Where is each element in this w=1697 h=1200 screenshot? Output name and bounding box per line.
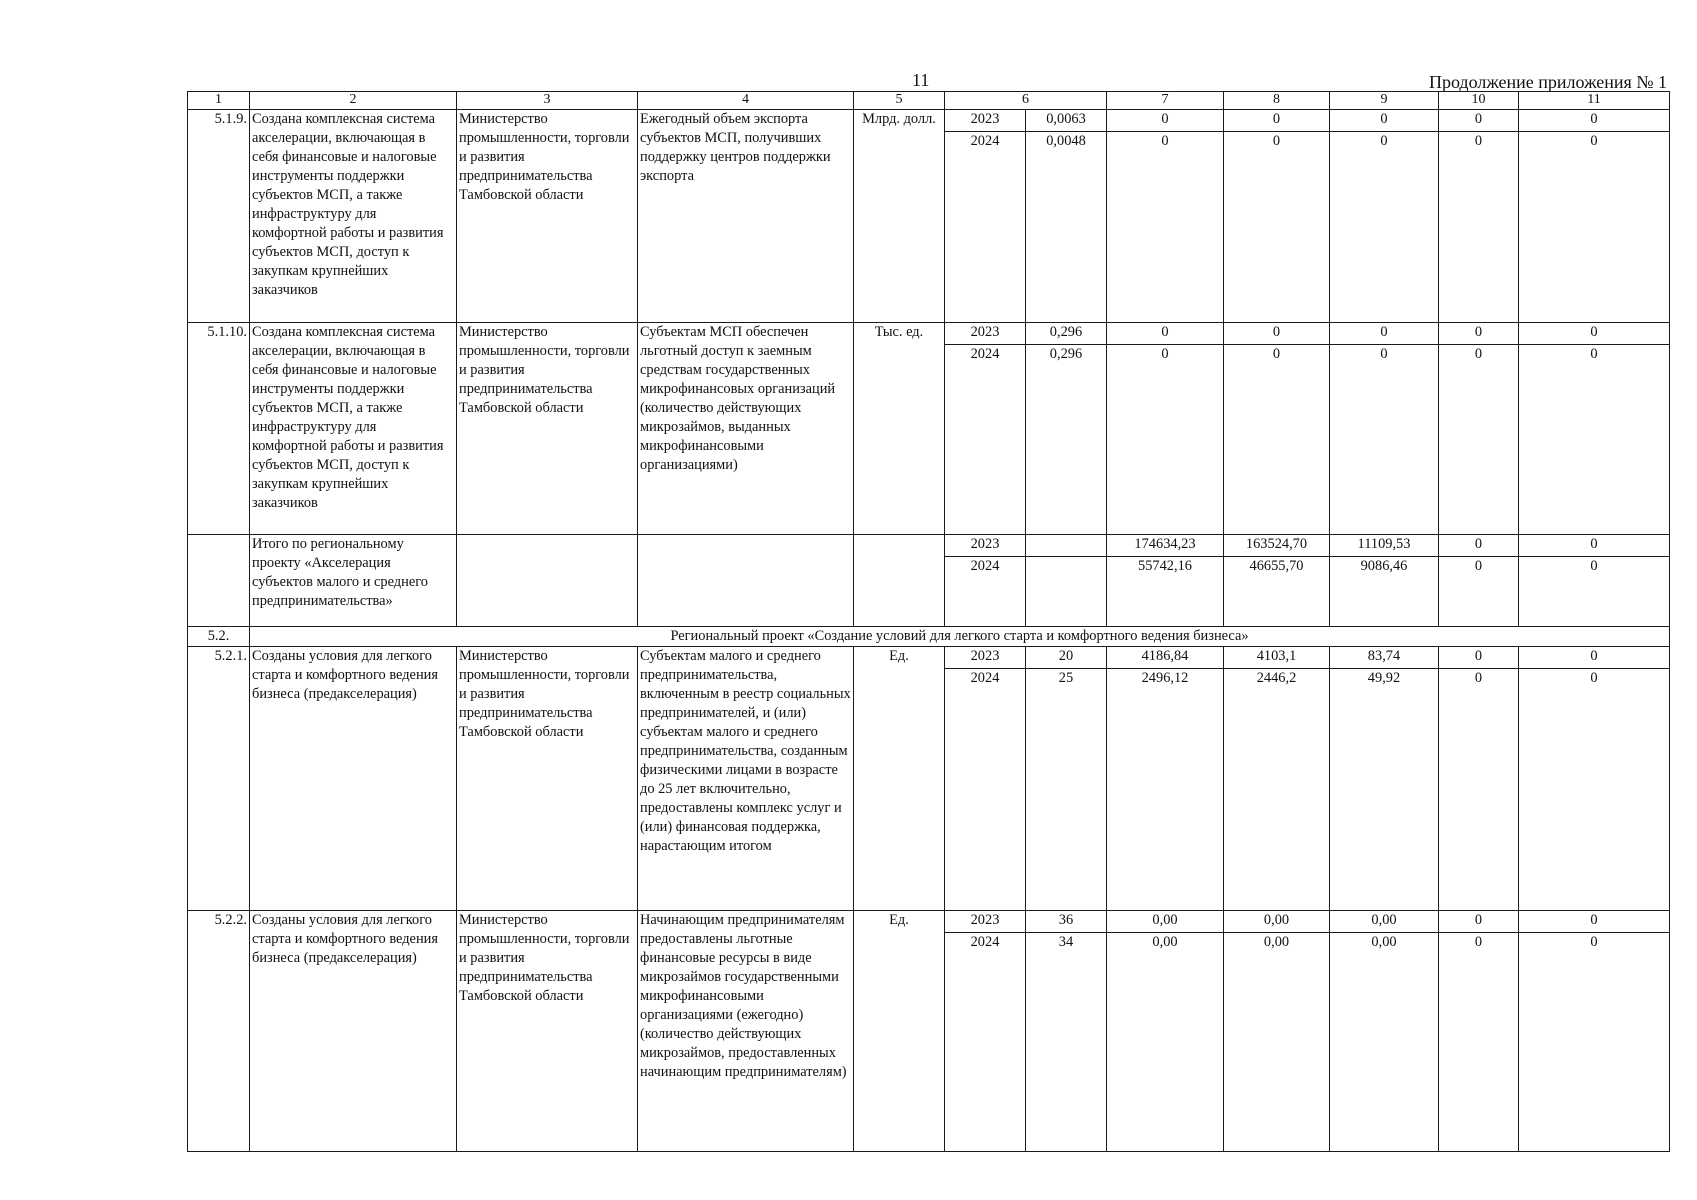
section-title: Региональный проект «Создание условий для легкого старта и комфортного ведения бизнеса» — [250, 627, 1670, 647]
cell-7: 0 — [1107, 132, 1224, 323]
cell-8: 4103,1 — [1224, 647, 1330, 669]
cell-11: 0 — [1519, 911, 1670, 933]
year-cell: 2023 — [945, 323, 1026, 345]
row-number — [188, 535, 250, 627]
total-label: Итого по региональному проекту «Акселерация субъектов малого и среднего предпринимательства» — [250, 535, 457, 627]
row-number: 5.2.2. — [188, 911, 250, 1152]
cell-8: 0 — [1224, 110, 1330, 132]
year-cell: 2023 — [945, 911, 1026, 933]
column-number: 4 — [638, 92, 854, 110]
year-cell: 2024 — [945, 933, 1026, 1152]
cell-10: 0 — [1439, 323, 1519, 345]
column-number: 6 — [945, 92, 1107, 110]
cell-8: 0 — [1224, 345, 1330, 535]
indicator-cell — [638, 535, 854, 627]
cell-10: 0 — [1439, 933, 1519, 1152]
appendix-table — [187, 91, 1670, 1152]
indicator-cell: Начинающим предпринимателям предоставлены льготные финансовые ресурсы в виде микрозаймов государственными микрофинансовыми организациями (ежегодно) (количество действующих микрозаймов, предоставленных начинающим предпринимателям) — [638, 911, 854, 1152]
unit-cell: Ед. — [854, 647, 945, 911]
cell-7: 0 — [1107, 110, 1224, 132]
table-row — [188, 911, 1670, 933]
cell-10: 0 — [1439, 669, 1519, 911]
cell-7: 4186,84 — [1107, 647, 1224, 669]
cell-10: 0 — [1439, 132, 1519, 323]
column-number: 1 — [188, 92, 250, 110]
cell-11: 0 — [1519, 669, 1670, 911]
year-cell: 2023 — [945, 647, 1026, 669]
cell-11: 0 — [1519, 647, 1670, 669]
unit-cell: Тыс. ед. — [854, 323, 945, 535]
cell-8: 2446,2 — [1224, 669, 1330, 911]
cell-7: 2496,12 — [1107, 669, 1224, 911]
column-number: 2 — [250, 92, 457, 110]
result-cell: Создана комплексная система акселерации, включающая в себя финансовые и налоговые инструменты поддержки субъектов МСП, а также инфраструктуру для комфортной работы и развития субъектов МСП, доступ к закупкам крупнейших заказчиков — [250, 323, 457, 535]
cell-8: 0,00 — [1224, 911, 1330, 933]
cell-11: 0 — [1519, 933, 1670, 1152]
cell-7: 174634,23 — [1107, 535, 1224, 557]
continuation-caption: Продолжение приложения № 1 — [1428, 72, 1667, 92]
unit-cell: Ед. — [854, 911, 945, 1152]
cell-9: 0,00 — [1330, 911, 1439, 933]
cell-9: 0 — [1330, 345, 1439, 535]
page-number: 11 — [912, 70, 930, 90]
table-row — [188, 110, 1670, 132]
cell-11: 0 — [1519, 110, 1670, 132]
responsible-cell — [457, 535, 638, 627]
cell-9: 11109,53 — [1330, 535, 1439, 557]
year-cell: 2024 — [945, 132, 1026, 323]
cell-10: 0 — [1439, 110, 1519, 132]
cell-11: 0 — [1519, 132, 1670, 323]
column-number: 10 — [1439, 92, 1519, 110]
cell-10: 0 — [1439, 911, 1519, 933]
column-number: 11 — [1519, 92, 1670, 110]
cell-8: 0 — [1224, 132, 1330, 323]
row-number: 5.2.1. — [188, 647, 250, 911]
value-cell — [1026, 535, 1107, 557]
cell-10: 0 — [1439, 647, 1519, 669]
cell-7: 0 — [1107, 345, 1224, 535]
cell-7: 0,00 — [1107, 933, 1224, 1152]
table-row — [188, 647, 1670, 669]
cell-7: 0 — [1107, 323, 1224, 345]
column-number: 8 — [1224, 92, 1330, 110]
year-cell: 2024 — [945, 345, 1026, 535]
cell-9: 0 — [1330, 132, 1439, 323]
indicator-cell: Субъектам МСП обеспечен льготный доступ к заемным средствам государственных микрофинансовых организаций (количество действующих микрозаймов, выданных микрофинансовыми организациями) — [638, 323, 854, 535]
value-cell: 0,0063 — [1026, 110, 1107, 132]
value-cell: 34 — [1026, 933, 1107, 1152]
value-cell: 25 — [1026, 669, 1107, 911]
cell-9: 0 — [1330, 110, 1439, 132]
column-number: 3 — [457, 92, 638, 110]
responsible-cell: Министерство промышленности, торговли и развития предпринимательства Тамбовской области — [457, 911, 638, 1152]
indicator-cell: Субъектам малого и среднего предпринимательства, включенным в реестр социальных предпринимателей, и (или) субъектам малого и среднего предпринимательства, созданным физическими лицами в возрасте до 25 лет включительно, предоставлены комплекс услуг и (или) финансовая поддержка, нарастающим итогом — [638, 647, 854, 911]
cell-7: 0,00 — [1107, 911, 1224, 933]
total-row — [188, 535, 1670, 557]
cell-9: 83,74 — [1330, 647, 1439, 669]
year-cell: 2023 — [945, 535, 1026, 557]
indicator-cell: Ежегодный объем экспорта субъектов МСП, получивших поддержку центров поддержки экспорта — [638, 110, 854, 323]
cell-8: 163524,70 — [1224, 535, 1330, 557]
cell-9: 0,00 — [1330, 933, 1439, 1152]
cell-11: 0 — [1519, 323, 1670, 345]
value-cell: 0,0048 — [1026, 132, 1107, 323]
responsible-cell: Министерство промышленности, торговли и развития предпринимательства Тамбовской области — [457, 110, 638, 323]
cell-9: 49,92 — [1330, 669, 1439, 911]
column-number: 5 — [854, 92, 945, 110]
section-row — [188, 627, 1670, 647]
cell-11: 0 — [1519, 557, 1670, 627]
unit-cell — [854, 535, 945, 627]
year-cell: 2024 — [945, 669, 1026, 911]
cell-11: 0 — [1519, 535, 1670, 557]
cell-10: 0 — [1439, 345, 1519, 535]
result-cell: Создана комплексная система акселерации, включающая в себя финансовые и налоговые инструменты поддержки субъектов МСП, а также инфраструктуру для комфортной работы и развития субъектов МСП, доступ к закупкам крупнейших заказчиков — [250, 110, 457, 323]
row-number: 5.1.9. — [188, 110, 250, 323]
cell-7: 55742,16 — [1107, 557, 1224, 627]
cell-11: 0 — [1519, 345, 1670, 535]
table-row — [188, 323, 1670, 345]
responsible-cell: Министерство промышленности, торговли и развития предпринимательства Тамбовской области — [457, 647, 638, 911]
cell-8: 0,00 — [1224, 933, 1330, 1152]
value-cell — [1026, 557, 1107, 627]
cell-10: 0 — [1439, 557, 1519, 627]
cell-9: 0 — [1330, 323, 1439, 345]
value-cell: 36 — [1026, 911, 1107, 933]
cell-8: 46655,70 — [1224, 557, 1330, 627]
unit-cell: Млрд. долл. — [854, 110, 945, 323]
column-number-row — [188, 92, 1670, 110]
year-cell: 2024 — [945, 557, 1026, 627]
value-cell: 0,296 — [1026, 345, 1107, 535]
result-cell: Созданы условия для легкого старта и комфортного ведения бизнеса (предакселерация) — [250, 647, 457, 911]
value-cell: 20 — [1026, 647, 1107, 669]
column-number: 7 — [1107, 92, 1224, 110]
section-number: 5.2. — [188, 627, 250, 647]
year-cell: 2023 — [945, 110, 1026, 132]
responsible-cell: Министерство промышленности, торговли и развития предпринимательства Тамбовской области — [457, 323, 638, 535]
row-number: 5.1.10. — [188, 323, 250, 535]
cell-9: 9086,46 — [1330, 557, 1439, 627]
result-cell: Созданы условия для легкого старта и комфортного ведения бизнеса (предакселерация) — [250, 911, 457, 1152]
value-cell: 0,296 — [1026, 323, 1107, 345]
column-number: 9 — [1330, 92, 1439, 110]
cell-10: 0 — [1439, 535, 1519, 557]
cell-8: 0 — [1224, 323, 1330, 345]
